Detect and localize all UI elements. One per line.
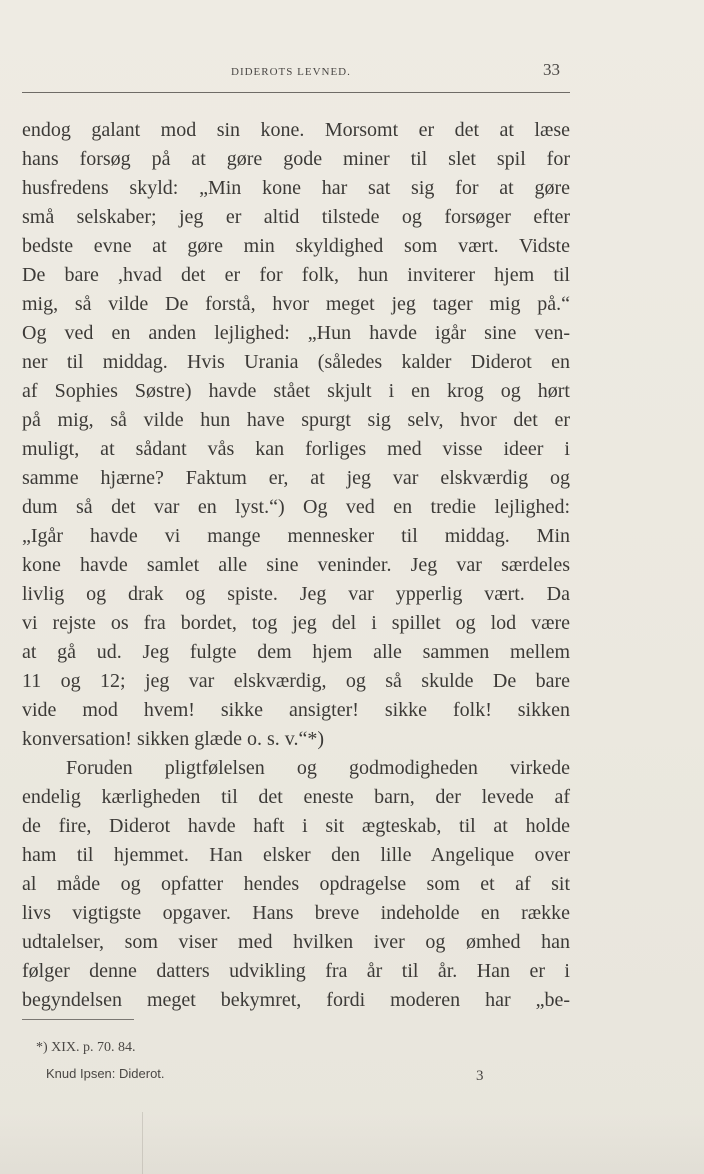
text-line: „Igår havde vi mange mennesker til middag. Min [22, 525, 570, 547]
text-line: samme hjærne? Faktum er, at jeg var elskværdig og [22, 467, 570, 489]
text-line: følger denne datters udvikling fra år til år. Han er i [22, 960, 570, 982]
page-bottom-shadow [0, 1112, 704, 1174]
text-line: vi rejste os fra bordet, tog jeg del i spillet og lod være [22, 612, 570, 634]
text-line: de fire, Diderot havde haft i sit ægteskab, til at holde [22, 815, 570, 837]
text-line: 11 og 12; jeg var elskværdig, og så skulde De bare [22, 670, 570, 692]
text-line: begyndelsen meget bekymret, fordi moderen har „be- [22, 989, 570, 1011]
header-rule [22, 92, 570, 93]
text-line: små selskaber; jeg er altid tilstede og forsøger efter [22, 206, 570, 228]
footnote: *) XIX. p. 70. 84. [36, 1040, 136, 1055]
page-edge-mark [142, 1112, 143, 1174]
text-line: dum så det var en lyst.“) Og ved en tredie lejlighed: [22, 496, 570, 518]
text-line: hans forsøg på at gøre gode miner til slet spil for [22, 148, 570, 170]
text-line: at gå ud. Jeg fulgte dem hjem alle sammen mellem [22, 641, 570, 663]
body-text [22, 116, 570, 1015]
running-head: DIDEROTS LEVNED. [231, 66, 351, 78]
text-line: ham til hjemmet. Han elsker den lille Angelique over [22, 844, 570, 866]
signature-mark: 3 [476, 1068, 484, 1084]
footnote-rule [22, 1019, 134, 1020]
signature-line: Knud Ipsen: Diderot. [46, 1066, 165, 1081]
text-line: konversation! sikken glæde o. s. v.“*) [22, 728, 324, 750]
text-line: af Sophies Søstre) havde stået skjult i en krog og hørt [22, 380, 570, 402]
text-line: husfredens skyld: „Min kone har sat sig for at gøre [22, 177, 570, 199]
text-line: muligt, at sådant vås kan forliges med visse ideer i [22, 438, 570, 460]
text-line: udtalelser, som viser med hvilken iver og ømhed han [22, 931, 570, 953]
page-number: 33 [543, 60, 560, 79]
text-line: livs vigtigste opgaver. Hans breve indeholde en række [22, 902, 570, 924]
text-line-paragraph-start: Foruden pligtfølelsen og godmodigheden virkede [66, 757, 570, 779]
text-line: livlig og drak og spiste. Jeg var ypperlig vært. Da [22, 583, 570, 605]
text-line: al måde og opfatter hendes opdragelse som et af sit [22, 873, 570, 895]
text-line: Og ved en anden lejlighed: „Hun havde igår sine ven- [22, 322, 570, 344]
text-line: bedste evne at gøre min skyldighed som vært. Vidste [22, 235, 570, 257]
text-line: endelig kærligheden til det eneste barn, der levede af [22, 786, 570, 808]
text-line: kone havde samlet alle sine veninder. Jeg var særdeles [22, 554, 570, 576]
text-line: på mig, så vilde hun have spurgt sig selv, hvor det er [22, 409, 570, 431]
text-line: endog galant mod sin kone. Morsomt er det at læse [22, 119, 570, 141]
text-line: mig, så vilde De forstå, hvor meget jeg tager mig på.“ [22, 293, 570, 315]
text-line: De bare ,hvad det er for folk, hun inviterer hjem til [22, 264, 570, 286]
text-line: vide mod hvem! sikke ansigter! sikke folk! sikken [22, 699, 570, 721]
text-line: ner til middag. Hvis Urania (således kalder Diderot en [22, 351, 570, 373]
